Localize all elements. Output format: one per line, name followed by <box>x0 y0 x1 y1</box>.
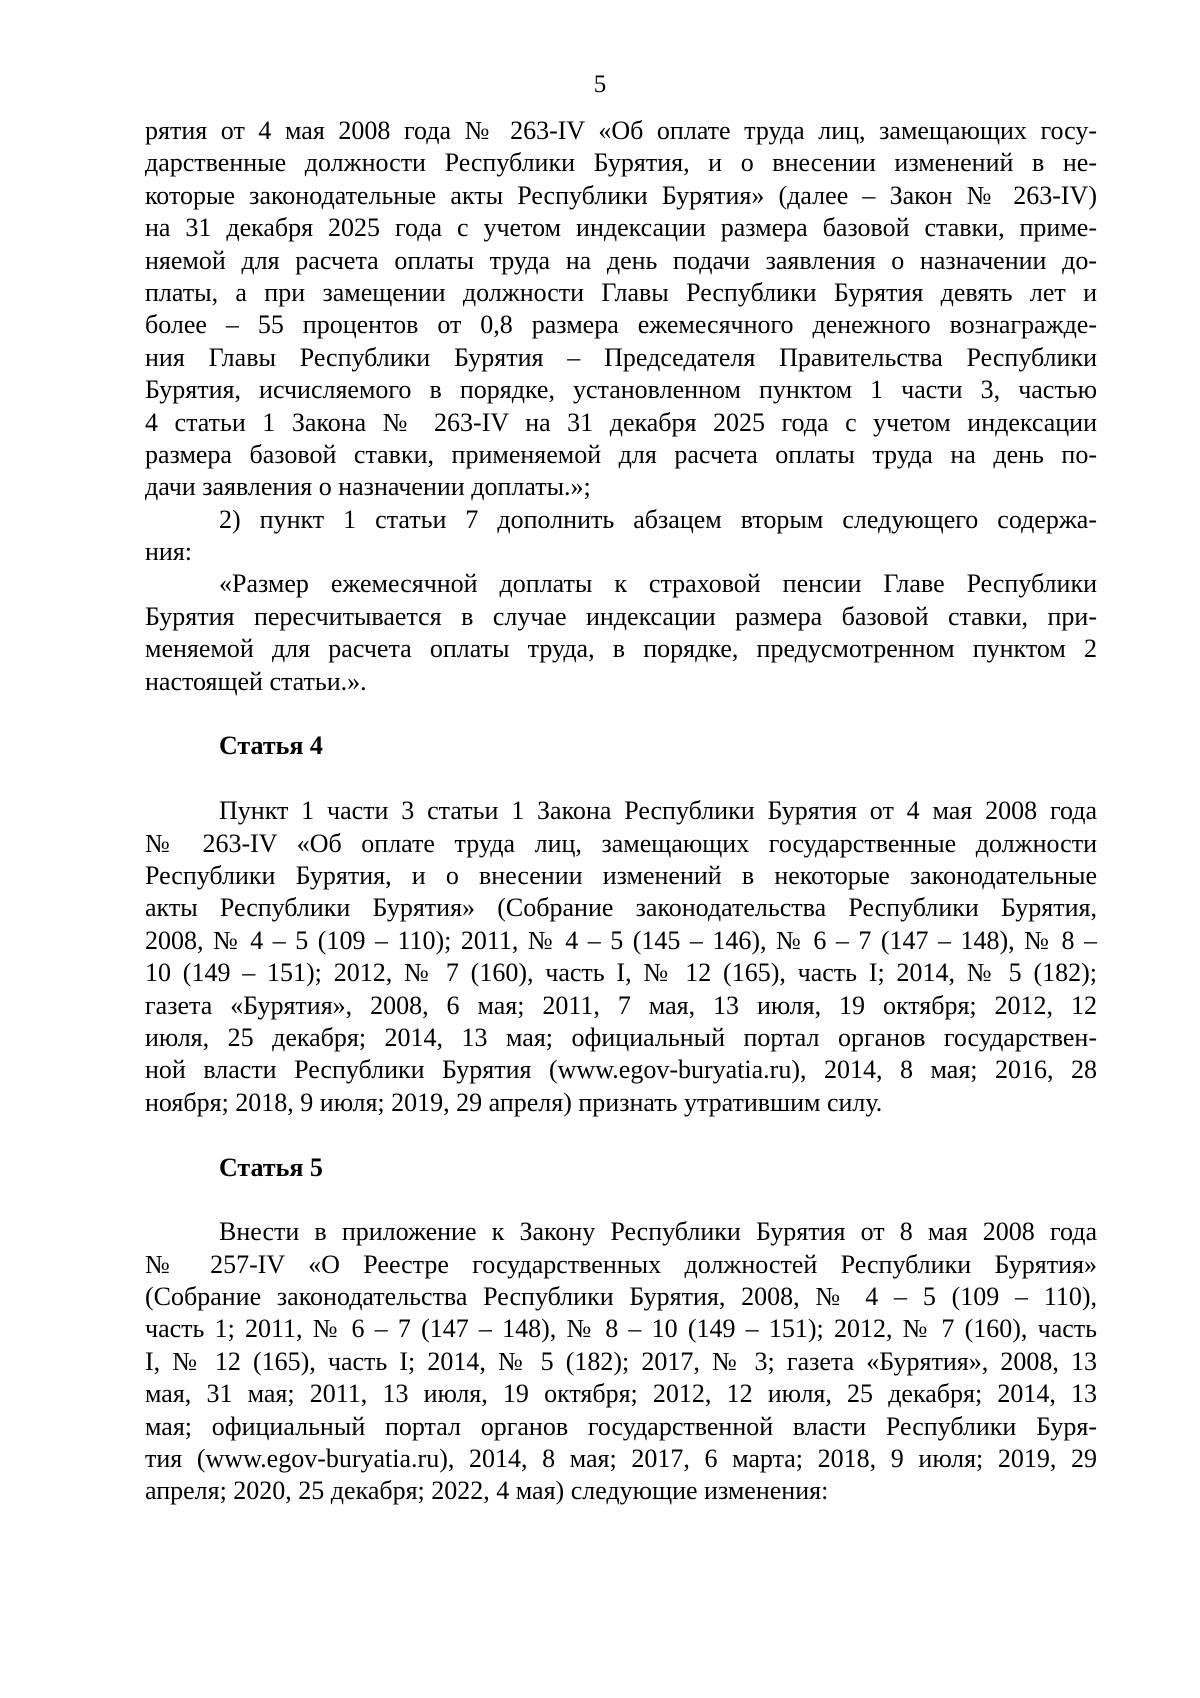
text-line: более – 55 процентов от 0,8 размера ежемесячного денежного вознагражде- <box>145 310 1097 340</box>
spacer <box>145 1184 1097 1216</box>
paragraph-article-4 <box>145 795 1097 1119</box>
paragraph-continuation <box>145 115 1097 504</box>
text-line: апреля; 2020, 25 декабря; 2022, 4 мая) следующие изменения: <box>145 1476 829 1506</box>
text-line: 2) пункт 1 статьи 7 дополнить абзацем вторым следующего содержа- <box>219 504 1097 534</box>
page-number: 5 <box>593 71 607 98</box>
text-line: № 263-IV «Об оплате труда лиц, замещающих государственные должности <box>145 828 1097 858</box>
text-line: 10 (149 – 151); 2012, № 7 (160), часть I, № 12 (165), часть I; 2014, № 5 (182); <box>145 958 1097 988</box>
text-line: няемой для расчета оплаты труда на день подачи заявления о назначении до- <box>145 245 1097 275</box>
text-line: дарственные должности Республики Бурятия, и о внесении изменений в не- <box>145 148 1097 178</box>
document-body <box>145 115 1097 1508</box>
text-line: ноября; 2018, 9 июля; 2019, 29 апреля) признать утратившим силу. <box>145 1087 883 1117</box>
text-line: дачи заявления о назначении доплаты.»; <box>145 472 591 502</box>
text-line: 2008, № 4 – 5 (109 – 110); 2011, № 4 – 5 (145 – 146), № 6 – 7 (147 – 148), № 8 – <box>145 925 1097 955</box>
text-line: размера базовой ставки, применяемой для расчета оплаты труда на день по- <box>145 439 1097 469</box>
text-line: Бурятия, исчисляемого в порядке, установленном пунктом 1 части 3, частью <box>145 375 1097 405</box>
text-line: мая; официальный портал органов государственной власти Республики Буря- <box>145 1411 1097 1441</box>
article-4-heading: Статья 4 <box>219 731 323 761</box>
text-line: Внести в приложение к Закону Республики Бурятия от 8 мая 2008 года <box>219 1217 1097 1247</box>
text-line: № 257-IV «О Реестре государственных должностей Республики Бурятия» <box>145 1249 1097 1279</box>
spacer <box>145 763 1097 795</box>
text-line: ния Главы Республики Бурятия – Председателя Правительства Республики <box>145 342 1097 372</box>
spacer <box>145 698 1097 730</box>
text-line: газета «Бурятия», 2008, 6 мая; 2011, 7 мая, 13 июля, 19 октября; 2012, 12 <box>145 990 1097 1020</box>
spacer <box>145 1119 1097 1151</box>
text-line: 4 статьи 1 Закона № 263-IV на 31 декабря 2025 года с учетом индексации <box>145 407 1097 437</box>
text-line: ной власти Республики Бурятия (www.egov-buryatia.ru), 2014, 8 мая; 2016, 28 <box>145 1055 1097 1085</box>
text-line: ния: <box>145 537 193 567</box>
text-line: меняемой для расчета оплаты труда, в порядке, предусмотренном пунктом 2 <box>145 634 1097 664</box>
paragraph-item-2 <box>145 504 1097 569</box>
text-line: рятия от 4 мая 2008 года № 263-IV «Об оплате труда лиц, замещающих госу- <box>145 116 1097 145</box>
text-line: Пункт 1 части 3 статьи 1 Закона Республики Бурятия от 4 мая 2008 года <box>219 796 1097 826</box>
text-line: I, № 12 (165), часть I; 2014, № 5 (182); 2017, № 3; газета «Бурятия», 2008, 13 <box>145 1346 1097 1376</box>
text-line: акты Республики Бурятия» (Собрание законодательства Республики Бурятия, <box>145 893 1097 923</box>
text-line: мая, 31 мая; 2011, 13 июля, 19 октября; 2012, 12 июля, 25 декабря; 2014, 13 <box>145 1379 1097 1409</box>
paragraph-quote <box>145 568 1097 698</box>
text-line: Бурятия пересчитывается в случае индексации размера базовой ставки, при- <box>145 601 1097 631</box>
text-line: июля, 25 декабря; 2014, 13 мая; официальный портал органов государствен- <box>145 1022 1097 1052</box>
text-line: которые законодательные акты Республики Бурятия» (далее – Закон № 263-IV) <box>145 180 1097 210</box>
text-line: «Размер ежемесячной доплаты к страховой пенсии Главе Республики <box>219 569 1097 599</box>
text-line: платы, а при замещении должности Главы Республики Бурятия девять лет и <box>145 277 1097 307</box>
text-line: (Собрание законодательства Республики Бурятия, 2008, № 4 – 5 (109 – 110), <box>145 1282 1097 1312</box>
text-line: часть 1; 2011, № 6 – 7 (147 – 148), № 8 – 10 (149 – 151); 2012, № 7 (160), часть <box>145 1314 1097 1344</box>
text-line: настоящей статьи.». <box>145 666 367 696</box>
text-line: Республики Бурятия, и о внесении изменений в некоторые законодательные <box>145 860 1097 890</box>
article-5-heading: Статья 5 <box>219 1152 323 1182</box>
paragraph-article-5 <box>145 1216 1097 1508</box>
text-line: тия (www.egov-buryatia.ru), 2014, 8 мая; 2017, 6 марта; 2018, 9 июля; 2019, 29 <box>145 1444 1097 1474</box>
text-line: на 31 декабря 2025 года с учетом индексации размера базовой ставки, приме- <box>145 213 1097 243</box>
